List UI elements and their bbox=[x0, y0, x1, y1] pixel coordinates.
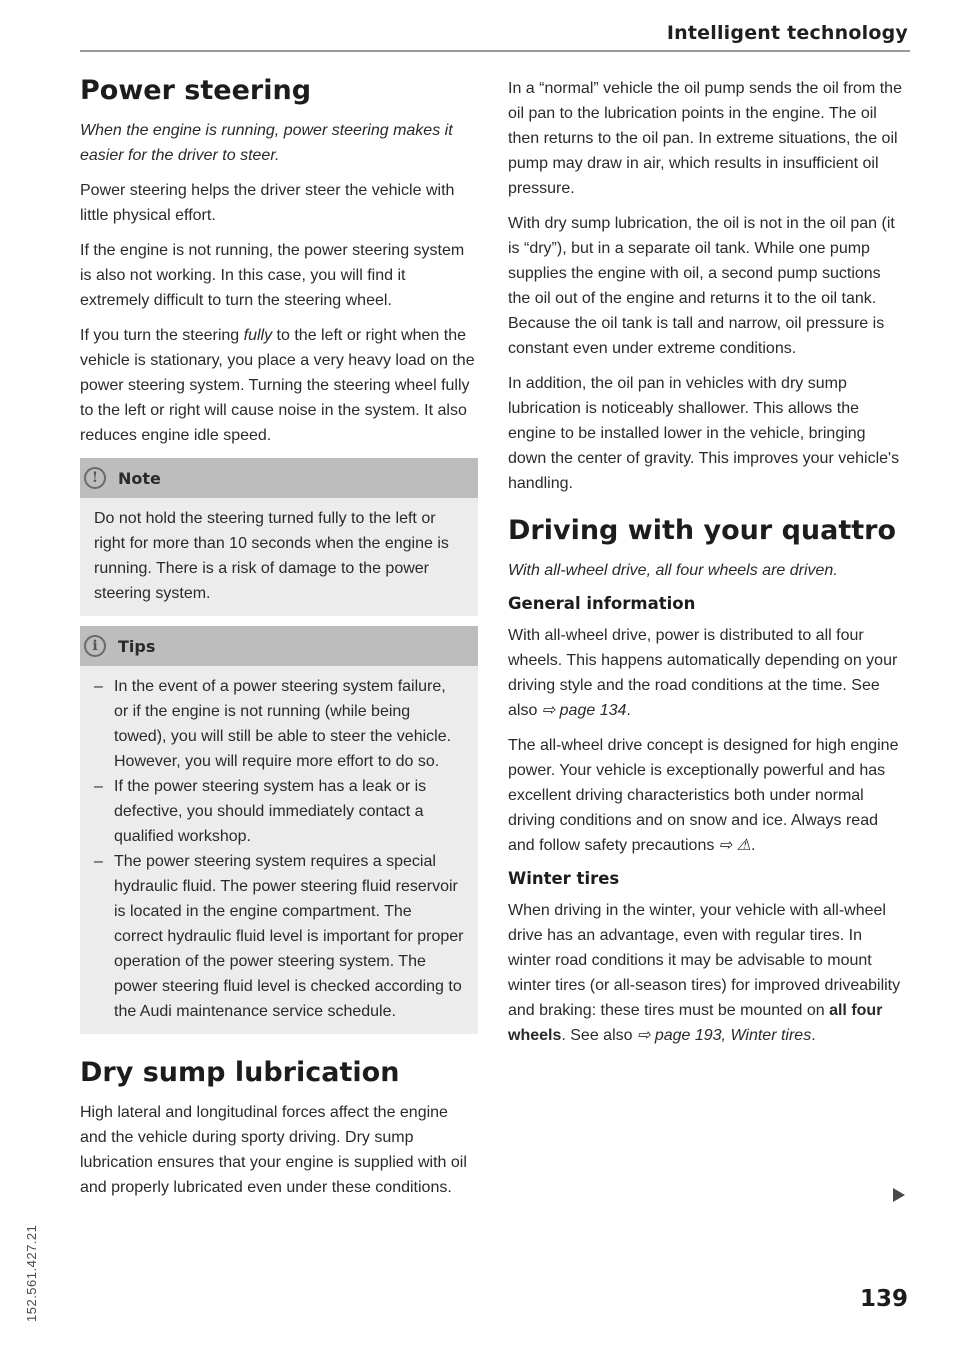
tips-list bbox=[94, 674, 464, 1024]
running-header: Intelligent technology bbox=[666, 22, 908, 44]
exclamation-circle-icon: ! bbox=[84, 467, 106, 489]
winter-tires-paragraph: When driving in the winter, your vehicle with all-wheel drive has an advantage, even with regular tires. In winter road conditions it may be advisable to mount winter tires (or all-season tires) for improved driveability and braking: these tires must be mounted on all four wheels. See also ⇨ page 193, Winter tires. bbox=[508, 902, 901, 1044]
document-code: 152.561.427.21 bbox=[24, 1224, 39, 1322]
subheading-winter-tires: Winter tires bbox=[508, 869, 620, 888]
tips-list-item: – The power steering system requires a special hydraulic fluid. The power steering fluid reservoir is located in the engine compartment. The correct hydraulic fluid level is important for proper operation of the power steering system. The power steering fluid level is checked according to the Audi maintenance service schedule. bbox=[94, 849, 464, 1024]
tips-header bbox=[80, 626, 478, 666]
tips-box bbox=[80, 626, 478, 1034]
dry-sump-paragraph: In a “normal” vehicle the oil pump sends the oil from the oil pan to the lubrication points in the engine. The oil then returns to the oil pan. In extreme situations, the oil pump may draw in air, which results in insufficient oil pressure. bbox=[508, 80, 902, 197]
emphasis-fully: fully bbox=[243, 327, 273, 344]
dry-sump-paragraph: In addition, the oil pan in vehicles with dry sump lubrication is noticeably shallower. This allows the engine to be installed lower in the vehicle, bringing down the center of gravity. This improves your vehicle's handling. bbox=[508, 375, 900, 492]
power-steering-paragraph: If you turn the steering fully to the left or right when the vehicle is stationary, you place a very heavy load on the power steering system. Turning the steering wheel fully to the left or right will cause noise in the system. It also reduces engine idle speed. bbox=[80, 327, 475, 444]
tips-list-item: – If the power steering system has a leak or is defective, you should immediately contact a qualified workshop. bbox=[94, 774, 464, 849]
dry-sump-paragraph: With dry sump lubrication, the oil is not in the oil pan (it is “dry”), but in a separate oil tank. While one pump supplies the engine with oil, a second pump suctions the oil out of the engine and returns it to the oil tank. Because the oil tank is tall and narrow, oil pressure is constant even under extreme conditions. bbox=[508, 215, 895, 357]
right-column bbox=[508, 76, 906, 1058]
quattro-paragraph: The all-wheel drive concept is designed for high engine power. Your vehicle is exceptionally powerful and has excellent driving characteristics both under normal driving conditions and on snow and ice. Always read and follow safety precautions ⇨ ⚠. bbox=[508, 737, 899, 854]
power-steering-paragraph: Power steering helps the driver steer the vehicle with little physical effort. bbox=[80, 182, 455, 224]
note-header bbox=[80, 458, 478, 498]
info-circle-icon: i bbox=[84, 635, 106, 657]
header-rule bbox=[80, 50, 910, 52]
note-box bbox=[80, 458, 478, 616]
section-heading-quattro: Driving with your quattro bbox=[508, 515, 897, 546]
power-steering-paragraph: If the engine is not running, the power steering system is also not working. In this case, you will find it extremely difficult to turn the steering wheel. bbox=[80, 242, 465, 309]
note-text: Do not hold the steering turned fully to the left or right for more than 10 seconds when the engine is running. There is a risk of damage to the power steering system. bbox=[94, 510, 449, 602]
page-reference-link[interactable]: ⇨ page 134 bbox=[541, 702, 627, 719]
dry-sump-paragraph: High lateral and longitudinal forces affect the engine and the vehicle during sporty driving. Dry sump lubrication ensures that your engine is supplied with oil and properly lubricated even under these conditions. bbox=[80, 1104, 467, 1196]
tips-list-item: – In the event of a power steering system failure, or if the engine is not running (while being towed), you will still be able to steer the vehicle. However, you will require more effort to do so. bbox=[94, 674, 464, 774]
section-heading-power-steering: Power steering bbox=[80, 75, 312, 106]
continue-arrow-icon bbox=[893, 1188, 905, 1202]
note-label: Note bbox=[118, 468, 161, 488]
emphasis-all-four-wheels: all four wheels bbox=[508, 1002, 883, 1044]
page-number: 139 bbox=[859, 1286, 908, 1312]
power-steering-lead: When the engine is running, power steering makes it easier for the driver to steer. bbox=[80, 122, 453, 164]
section-heading-dry-sump: Dry sump lubrication bbox=[80, 1057, 400, 1088]
subheading-general-information: General information bbox=[508, 594, 696, 613]
warning-reference-link[interactable]: ⇨ ⚠ bbox=[718, 837, 751, 854]
left-column bbox=[80, 66, 478, 1210]
page-reference-link[interactable]: ⇨ page 193, Winter tires bbox=[636, 1027, 812, 1044]
tips-label: Tips bbox=[118, 636, 156, 656]
quattro-paragraph: With all-wheel drive, power is distributed to all four wheels. This happens automatically depending on your driving style and the road conditions at the time. See also ⇨ page 134. bbox=[508, 627, 898, 719]
quattro-lead: With all-wheel drive, all four wheels are driven. bbox=[508, 562, 838, 579]
